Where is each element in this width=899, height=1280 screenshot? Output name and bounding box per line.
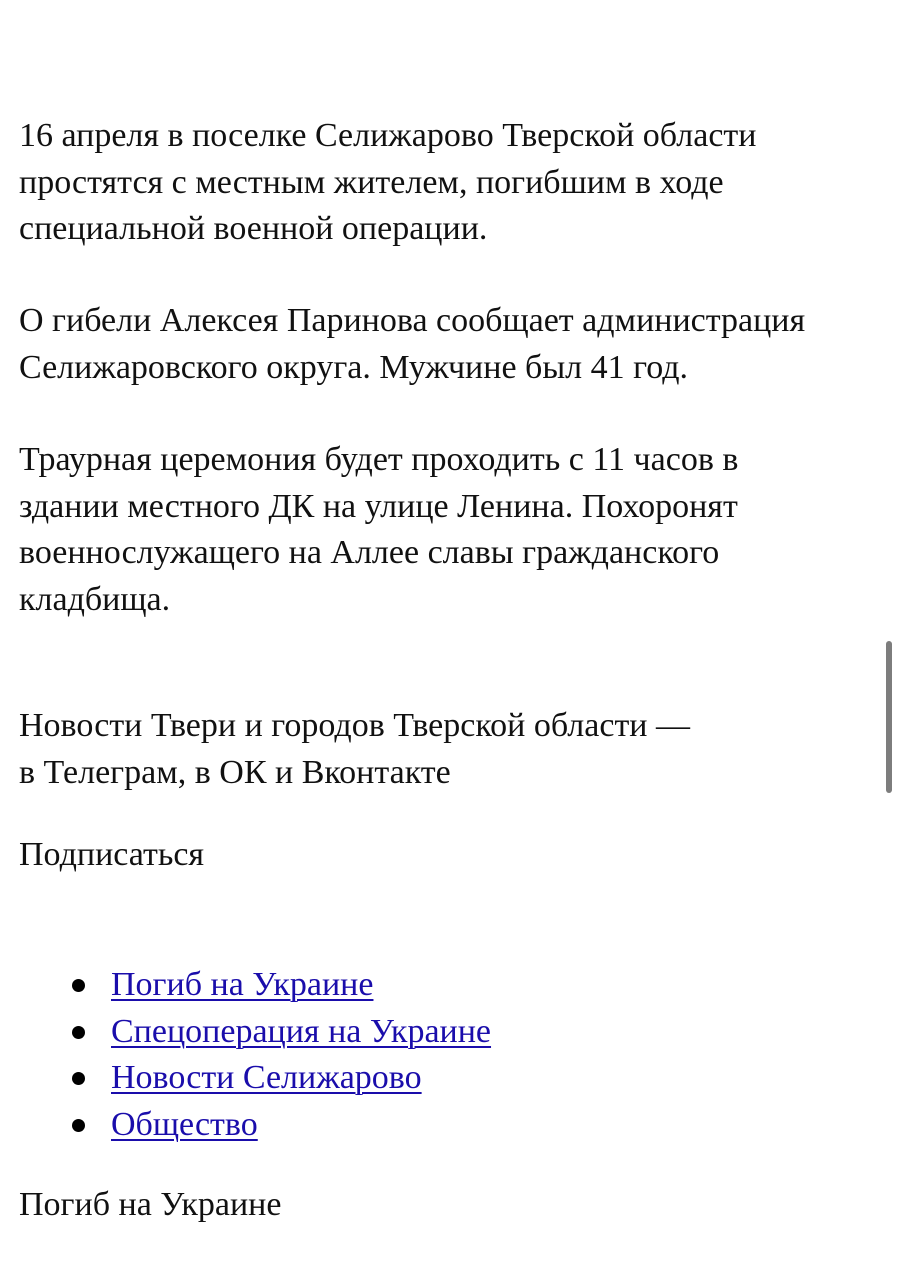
- article-paragraph-3: Траурная церемония будет проходить с 11 часов в здании местного ДК на улице Ленина. Похоронят военнослужащего на Аллее славы гражданского кладбища.: [19, 441, 739, 618]
- tag-list-item: [19, 1009, 491, 1056]
- tag-link-novosti-selizharovo[interactable]: Новости Селижарово: [111, 1059, 422, 1096]
- tag-list: [19, 962, 491, 1148]
- bullet-icon: [72, 979, 85, 992]
- subscribe-button[interactable]: Подписаться: [19, 836, 205, 873]
- tag-link-specoperaciya[interactable]: Спецоперация на Украине: [111, 1012, 492, 1050]
- article-paragraph-1: 16 апреля в поселке Селижарово Тверской области простятся с местным жителем, погибшим в ходе специальной военной операции.: [19, 117, 757, 247]
- article-paragraph-2: О гибели Алексея Паринова сообщает администрация Селижаровского округа. Мужчине был 41 год.: [19, 302, 806, 386]
- tag-list-item: [19, 1055, 491, 1102]
- bullet-icon: [72, 1119, 85, 1132]
- promo-text: Новости Твери и городов Тверской области — в Телеграм, в ОК и Вконтакте: [19, 707, 691, 791]
- bullet-icon: [72, 1072, 85, 1085]
- tag-link-pogib-na-ukraine[interactable]: Погиб на Украине: [111, 966, 374, 1003]
- tag-list-item: [19, 1102, 491, 1149]
- bullet-icon: [72, 1026, 85, 1039]
- tag-list-item: [19, 962, 491, 1009]
- tag-link-obshchestvo[interactable]: Общество: [111, 1105, 258, 1143]
- footer-category-label: Погиб на Украине: [19, 1186, 282, 1223]
- vertical-scrollbar[interactable]: [886, 641, 892, 793]
